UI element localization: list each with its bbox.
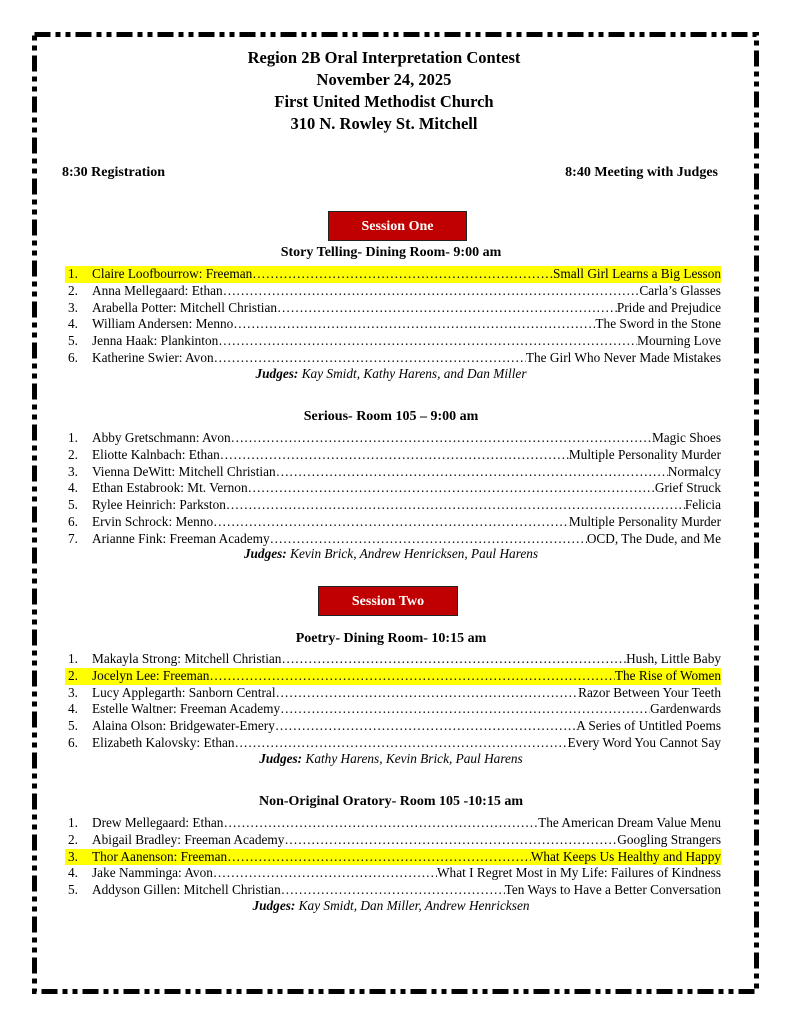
list-item: 3. Vienna DeWitt: Mitchell Christian ………………………………………………………………………………………………………………………………………………………………………………………… Normalcy (65, 464, 721, 481)
judges-non-original-oratory: Judges: Kay Smidt, Dan Miller, Andrew Henricksen (252, 898, 530, 913)
list-item: 5. Rylee Heinrich: Parkston ………………………………………………………………………………………………………………………………………………………………………………………… Felicia (65, 497, 721, 514)
list-item: 4. Jake Namminga: Avon ………………………………………………………………………………………………………………………………………………………………………………………… What I Regret Most in My Life: Failures of Kindness (65, 865, 721, 882)
registration-time: 8:30 Registration (62, 165, 166, 180)
list-item: 3. Arabella Potter: Mitchell Christian ………………………………………………………………………………………………………………………………………………………………………………………… Pride and Prejudice (65, 300, 721, 317)
serious-list (65, 430, 721, 548)
list-item: 6. Ervin Schrock: Menno ………………………………………………………………………………………………………………………………………………………………………………………… Multiple Personality Murder (65, 514, 721, 531)
list-item: 1. Makayla Strong: Mitchell Christian ………………………………………………………………………………………………………………………………………………………………………………………… Hush, Little Baby (65, 651, 721, 668)
list-item: 3. Lucy Applegarth: Sanborn Central ………………………………………………………………………………………………………………………………………………………………………………………… Razor Between Your Teeth (65, 685, 721, 702)
list-item: 4. William Andersen: Menno ………………………………………………………………………………………………………………………………………………………………………………………… The Sword in the Stone (65, 316, 721, 333)
judges-poetry: Judges: Kathy Harens, Kevin Brick, Paul Harens (259, 751, 523, 766)
event-title-poetry: Poetry- Dining Room- 10:15 am (295, 631, 487, 646)
list-item: 2. Eliotte Kalnbach: Ethan ………………………………………………………………………………………………………………………………………………………………………………………… Multiple Personality Murder (65, 447, 721, 464)
list-item: 6. Katherine Swier: Avon ………………………………………………………………………………………………………………………………………………………………………………………… The Girl Who Never Made Mistakes (65, 350, 721, 367)
list-item: 6. Elizabeth Kalovsky: Ethan ………………………………………………………………………………………………………………………………………………………………………………………… Every Word You Cannot Say (65, 735, 721, 752)
list-item: 1. Abby Gretschmann: Avon ………………………………………………………………………………………………………………………………………………………………………………………… Magic Shoes (65, 430, 721, 447)
list-item: 4. Estelle Waltner: Freeman Academy ………………………………………………………………………………………………………………………………………………………………………………………… Gardenwards (65, 701, 721, 718)
document-header (0, 47, 768, 135)
contest-date: November 24, 2025 (316, 70, 452, 89)
session-one-banner: Session One (328, 211, 467, 241)
list-item: 2. Anna Mellegaard: Ethan ………………………………………………………………………………………………………………………………………………………………………………………… Carla’s Glasses (65, 283, 721, 300)
list-item: 3. Thor Aanenson: Freeman ………………………………………………………………………………………………………………………………………………………………………………………… What Keeps Us Healthy and Happy (65, 849, 721, 866)
poetry-list (65, 651, 721, 752)
list-item: 5. Jenna Haak: Plankinton ………………………………………………………………………………………………………………………………………………………………………………………… Mourning Love (65, 333, 721, 350)
event-title-serious: Serious- Room 105 – 9:00 am (303, 409, 479, 424)
non-original-oratory-list (65, 815, 721, 899)
contest-venue: First United Methodist Church (274, 92, 494, 111)
list-item: 7. Arianne Fink: Freeman Academy ………………………………………………………………………………………………………………………………………………………………………………………… OCD, The Dude, and Me (65, 531, 721, 548)
list-item: 5. Addyson Gillen: Mitchell Christian ………………………………………………………………………………………………………………………………………………………………………………………… Ten Ways to Have a Better Conversation (65, 882, 721, 899)
contest-title: Region 2B Oral Interpretation Contest (247, 48, 521, 67)
list-item: 4. Ethan Estabrook: Mt. Vernon ………………………………………………………………………………………………………………………………………………………………………………………… Grief Struck (65, 480, 721, 497)
judges-story-telling: Judges: Kay Smidt, Kathy Harens, and Dan Miller (255, 366, 527, 381)
list-item: 1. Claire Loofbourrow: Freeman ………………………………………………………………………………………………………………………………………………………………………………………… Small Girl Learns a Big Lesson (65, 266, 721, 283)
contest-address: 310 N. Rowley St. Mitchell (290, 114, 478, 133)
judges-serious: Judges: Kevin Brick, Andrew Henricksen, Paul Harens (243, 546, 539, 561)
list-item: 2. Abigail Bradley: Freeman Academy ………………………………………………………………………………………………………………………………………………………………………………………… Googling Strangers (65, 832, 721, 849)
list-item: 5. Alaina Olson: Bridgewater-Emery ………………………………………………………………………………………………………………………………………………………………………………………… A Series of Untitled Poems (65, 718, 721, 735)
list-item: 1. Drew Mellegaard: Ethan ………………………………………………………………………………………………………………………………………………………………………………………… The American Dream Value Menu (65, 815, 721, 832)
event-title-story-telling: Story Telling- Dining Room- 9:00 am (280, 245, 502, 260)
list-item: 2. Jocelyn Lee: Freeman ………………………………………………………………………………………………………………………………………………………………………………………… The Rise of Women (65, 668, 721, 685)
judges-meeting-time: 8:40 Meeting with Judges (565, 165, 718, 180)
story-telling-list (65, 266, 721, 367)
event-title-non-original-oratory: Non-Original Oratory- Room 105 -10:15 am (258, 794, 524, 809)
session-two-banner: Session Two (318, 586, 458, 616)
